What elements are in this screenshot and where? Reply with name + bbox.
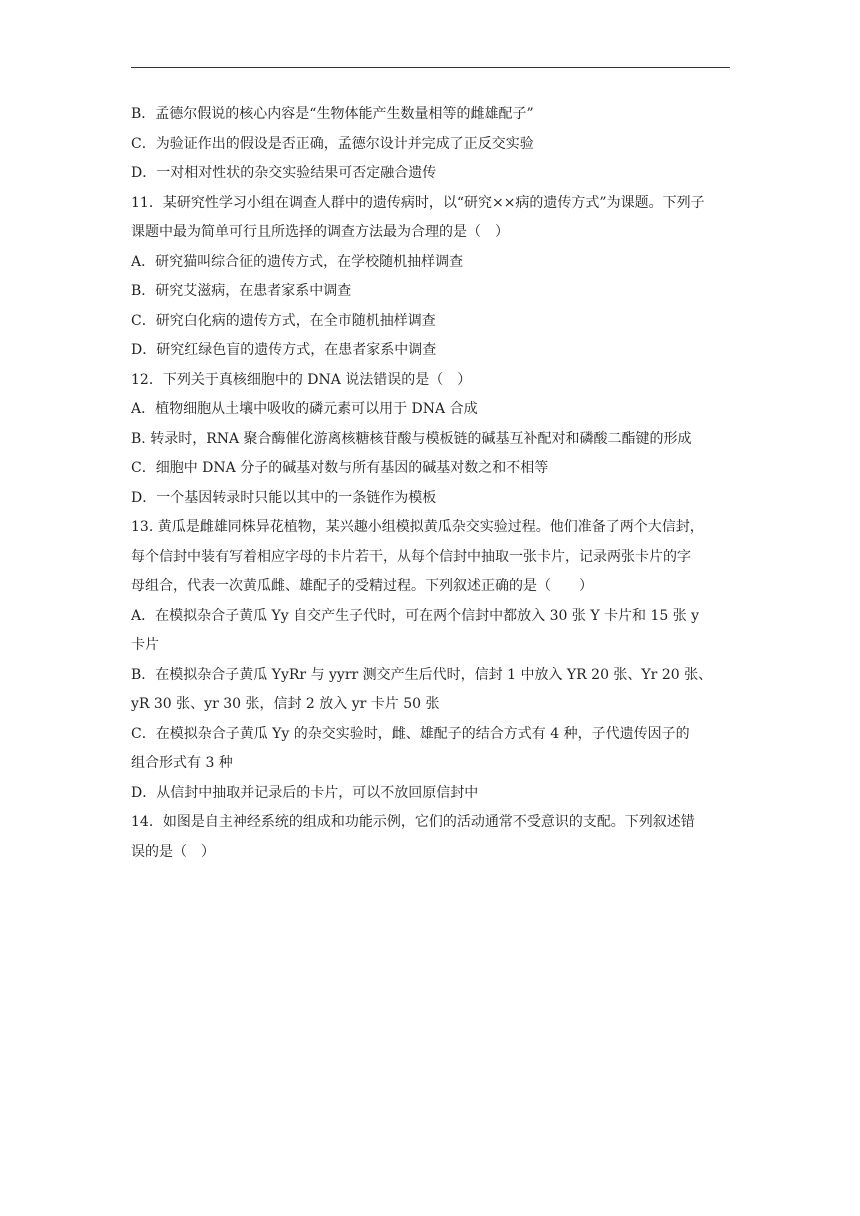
option-a-q13-cont: 卡片: [131, 637, 159, 653]
question-13-stem: 13. 黄瓜是雌雄同株异花植物，某兴趣小组模拟黄瓜杂交实验过程。他们准备了两个大信封，: [131, 519, 704, 535]
option-b-q10: B．孟德尔假说的核心内容是“生物体能产生数量相等的雌雄配子”: [131, 106, 534, 122]
option-c-q11: C．研究白化病的遗传方式，在全市随机抽样调查: [131, 312, 436, 329]
header-rule: [131, 67, 730, 68]
option-b-q12: B. 转录时，RNA 聚合酶催化游离核糖核苷酸与模板链的碱基互补配对和磷酸二酯键的形成: [131, 430, 692, 447]
option-b-q13: B．在模拟杂合子黄瓜 YyRr 与 yyrr 测交产生后代时，信封 1 中放入 YR 20 张、Yr 20 张、: [131, 666, 713, 683]
question-11-stem: 11．某研究性学习小组在调查人群中的遗传病时，以“研究××病的遗传方式”为课题。下列子: [131, 194, 705, 211]
option-c-q12: C．细胞中 DNA 分子的碱基对数与所有基因的碱基对数之和不相等: [131, 460, 549, 476]
question-14-stem-cont: 误的是（ ）: [131, 843, 215, 860]
option-c-q13-cont: 组合形式有 3 种: [131, 755, 233, 771]
option-b-q11: B．研究艾滋病，在患者家系中调查: [131, 283, 352, 299]
option-d-q12: D．一个基因转录时只能以其中的一条链作为模板: [131, 489, 437, 506]
document-body: [131, 100, 731, 867]
question-13-stem-cont: 每个信封中装有写着相应字母的卡片若干，从每个信封中抽取一张卡片，记录两张卡片的字: [131, 548, 691, 565]
option-a-q13: A．在模拟杂合子黄瓜 Yy 自交产生子代时，可在两个信封中都放入 30 张 Y 卡片和 15 张 y: [131, 607, 700, 624]
option-d-q13: D．从信封中抽取并记录后的卡片，可以不放回原信封中: [131, 784, 479, 801]
option-d-q10: D．一对相对性状的杂交实验结果可否定融合遗传: [131, 165, 437, 181]
option-a-q11: A．研究猫叫综合征的遗传方式，在学校随机抽样调查: [131, 253, 464, 270]
option-c-q13: C．在模拟杂合子黄瓜 Yy 的杂交实验时，雌、雄配子的结合方式有 4 种，子代遗传因子的: [131, 725, 690, 742]
option-a-q12: A．植物细胞从土壤中吸收的磷元素可以用于 DNA 合成: [131, 401, 478, 417]
option-c-q10: C．为验证作出的假设是否正确，孟德尔设计并完成了正反交实验: [131, 135, 534, 152]
question-12-stem: 12．下列关于真核细胞中的 DNA 说法错误的是（ ）: [131, 371, 472, 388]
question-14-stem: 14．如图是自主神经系统的组成和功能示例，它们的活动通常不受意识的支配。下列叙述错: [131, 814, 695, 830]
question-11-stem-cont: 课题中最为简单可行且所选择的调查方法最为合理的是（ ）: [131, 224, 509, 240]
option-d-q11: D．研究红绿色盲的遗传方式，在患者家系中调查: [131, 342, 437, 358]
question-13-stem-cont: 母组合，代表一次黄瓜雌、雄配子的受精过程。下列叙述正确的是（ ）: [131, 578, 593, 594]
option-b-q13-cont: yR 30 张、yr 30 张，信封 2 放入 yr 卡片 50 张: [131, 696, 440, 712]
